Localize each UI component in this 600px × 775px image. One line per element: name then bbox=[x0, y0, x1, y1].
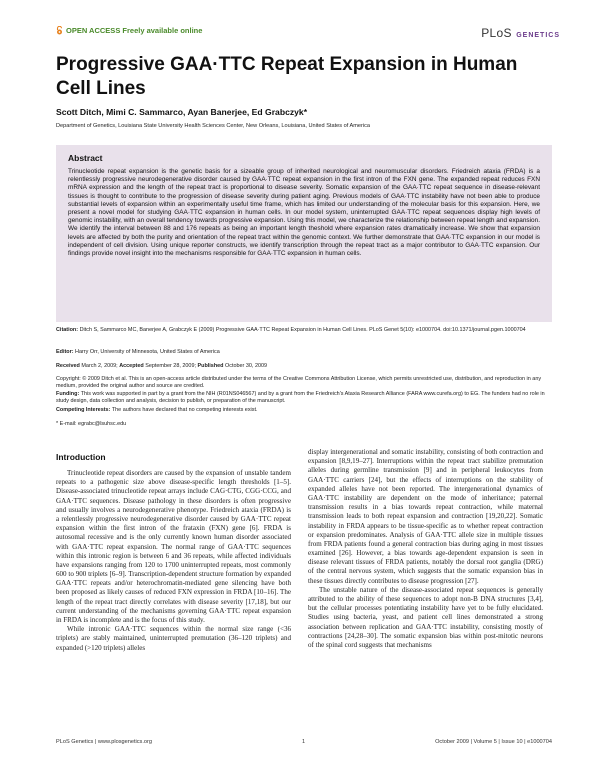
left-column bbox=[56, 452, 291, 653]
copyright-text: Copyright: © 2009 Ditch et al. This is an open-access article distributed under the terms of the Creative Commons Attribution License, which permits unrestricted use, distribution, and reproduction in any medium, provided the original author and source are credited. bbox=[56, 376, 542, 390]
funding-block bbox=[56, 391, 552, 406]
competing-interests-block bbox=[56, 407, 552, 414]
right-column bbox=[308, 448, 543, 650]
editor-text: Harry Orr, University of Minnesota, United States of America bbox=[75, 349, 220, 355]
citation-text: Ditch S, Sammarco MC, Banerjee A, Grabczyk E (2009) Progressive GAA·TTC Repeat Expansion in Human Cell Lines. PLoS Genet 5(10): e1000704. doi:10.1371/journal.pgen.1000704 bbox=[79, 327, 526, 333]
abstract-text: Trinucleotide repeat expansion is the genetic basis for a sizeable group of inherited neurological and neuromuscular disorders. Friedreich ataxia (FRDA) is a relentlessly progressive neurodegenerative disorder caused by GAA·TTC repeat expansion in the first intron of the FXN gene. The expanded repeat reduces FXN mRNA expression and the length of the repeat tract is proportional to disease severity. Somatic expansion of the GAA·TTC repeat sequence in disease-relevant tissues is thought to contribute to the progression of disease severity during patient aging. Previous models of GAA·TTC instability have not been able to produce substantial levels of expansion within an experimentally useful time frame, which has limited our understanding of the molecular basis for this expansion. Here, we present a novel model for studying GAA·TTC expansion in human cells. In our model system, uninterrupted GAA·TTC repeat sequences display high levels of genomic instability, with an overall tendency towards progressive expansion. Using this model, we characterize the relationship between repeat length and expansion. We identify the interval between 88 and 176 repeats as being an important length theshold where expansion rates dramatically increase. We show that expansion levels are affected by both the purity and orientation of the repeat tract within the genomic context. We further demonstrate that GAA·TTC expansion in our model is independent of cell division. Using unique reporter constructs, we identify transcription through the repeat tract as a major contributor to GAA·TTC expansion. Our findings provide novel insight into the mechanisms responsible for GAA·TTC expansion in human cells. bbox=[68, 168, 540, 258]
funding-text: This work was supported in part by a grant from the NIH (R01NS046567) and by a grant from the Friedreich's Ataxia Research Alliance (FARA www.curefa.org) to EG. The funders had no role in study design, data collection and analysis, decision to publish, or preparation of the manuscript. bbox=[56, 391, 545, 405]
intro-paragraph-2: While intronic GAA·TTC sequences within the normal size range (<36 triplets) are stably maintained, uninterrupted premutation (36–120 triplets) and expanded (>120 triplets) alleles bbox=[56, 625, 291, 652]
open-access-text: OPEN ACCESS Freely available online bbox=[66, 26, 203, 35]
author-list: Scott Ditch, Mimi C. Sammarco, Ayan Banerjee, Ed Grabczyk* bbox=[56, 107, 308, 117]
introduction-heading: Introduction bbox=[56, 452, 106, 462]
received-label: Received bbox=[56, 363, 80, 369]
abstract-heading: Abstract bbox=[68, 153, 103, 163]
copyright-block bbox=[56, 376, 552, 391]
open-access-badge bbox=[56, 26, 202, 35]
open-lock-icon bbox=[56, 26, 63, 35]
logo-plos: PLoS bbox=[481, 26, 512, 40]
page-footer bbox=[56, 739, 552, 749]
received-text: March 2, 2009; bbox=[81, 363, 118, 369]
logo-genetics: GENETICS bbox=[516, 32, 560, 39]
intro-paragraph-3: display intergenerational and somatic instability, consisting of both contraction and expansion [8,9,19–27]. Interruptions within the repeat tract stabilize premutation alleles during germline transmission [9] and in peripheral leukocytes from GAA·TTC carriers [24], but the effects of interruptions on the stability of expanded alleles have not been reported. The intergenerational dynamics of GAA·TTC instability are dependent on the mode of inheritance; paternal transmission results in a bias towards repeat contraction, while maternal transmission leads to both repeat expansion and contraction [19,20,22]. Somatic instability in FRDA appears to be tissue-specific as to whether repeat contraction or expansion predominates. Analysis of GAA·TTC allele size in multiple tissues from FRDA patients found a general contraction bias during aging in most tissues examined [26]. However, a bias towards age-dependent expansion is seen in disease relevant tissues of FRDA patients, notably the dorsal root ganglia (DRG) of the central nervous system, which suggests that the somatic expansion bias in these tissues directly contributes to disease progression [27]. bbox=[308, 448, 543, 585]
footer-issue: October 2009 | Volume 5 | Issue 10 | e1000704 bbox=[435, 739, 552, 745]
dates-block bbox=[56, 363, 552, 370]
accepted-label: Accepted bbox=[119, 363, 144, 369]
journal-logo bbox=[481, 24, 560, 42]
competing-text: The authors have declared that no competing interests exist. bbox=[111, 407, 258, 413]
citation-label: Citation: bbox=[56, 327, 79, 333]
competing-label: Competing Interests: bbox=[56, 407, 111, 413]
intro-paragraph-4: The unstable nature of the disease-associated repeat sequences is generally attributed to the ability of these sequences to adopt non-B DNA structures [3,4], but the cellular processes potentiating instability have yet to be fully elucidated. Studies using bacteria, yeast, and patient cell lines demonstrated a strong association between replication and GAA·TTC instability, consisting mostly of contractions [24,28–30]. The somatic expansion bias within post-mitotic neurons of the spinal cord suggests that mechanisms bbox=[308, 585, 543, 649]
journal-header bbox=[56, 26, 560, 40]
editor-block bbox=[56, 349, 552, 356]
citation-block bbox=[56, 327, 552, 334]
author-affiliation: Department of Genetics, Louisiana State University Health Sciences Center, New Orleans, Louisiana, United States of America bbox=[56, 123, 371, 129]
published-text: October 30, 2009 bbox=[225, 363, 268, 369]
footer-page-number: 1 bbox=[302, 739, 306, 745]
accepted-text: September 28, 2009; bbox=[145, 363, 196, 369]
email-block bbox=[56, 421, 552, 428]
funding-label: Funding: bbox=[56, 391, 80, 397]
email-text: * E-mail: egrabc@lsuhsc.edu bbox=[56, 421, 127, 427]
footer-journal: PLoS Genetics | www.plosgenetics.org bbox=[56, 739, 152, 745]
article-title: Progressive GAA·TTC Repeat Expansion in Human Cell Lines bbox=[56, 54, 518, 99]
abstract-box bbox=[56, 145, 552, 322]
published-label: Published bbox=[197, 363, 224, 369]
editor-label: Editor: bbox=[56, 349, 74, 355]
intro-paragraph-1: Trinucleotide repeat disorders are caused by the expansion of unstable tandem repeats to a pathogenic size above disease-specific length thresholds [1–5]. Disease-associated trinucleotide repeat arrays include CAG·CTG, CGG·CCG, and GAA·TTC sequences. Disease pathology in these disorders is often progressive and usually involves a neurodegenerative phenotype. Friedreich ataxia (FRDA) is a relentlessly progressive neurodegenerative disorder caused by GAA·TTC repeat expansion within the first intron of the frataxin (FXN) gene [6]. FRDA is autosomal recessive and is the only currently known human disorder associated with GAA·TTC repeat expansion. The normal range of GAA·TTC sequences within this intronic region is between 6 and 36 repeats, while affected individuals have expansions ranging from 120 to 1700 uninterrupted repeats, most commonly 600 to 900 triplets [6–9]. Transcription-dependent structure formation by expanded GAA·TTC repeats and/or heterochromatin-mediated gene silencing have both been proposed as likely causes of reduced FXN expression in FRDA [10–16]. The length of the repeat tract directly correlates with disease severity [17,18], but our current understanding of the mechanisms governing GAA·TTC repeat expansion in FRDA is incomplete and is the focus of this study. bbox=[56, 469, 291, 624]
